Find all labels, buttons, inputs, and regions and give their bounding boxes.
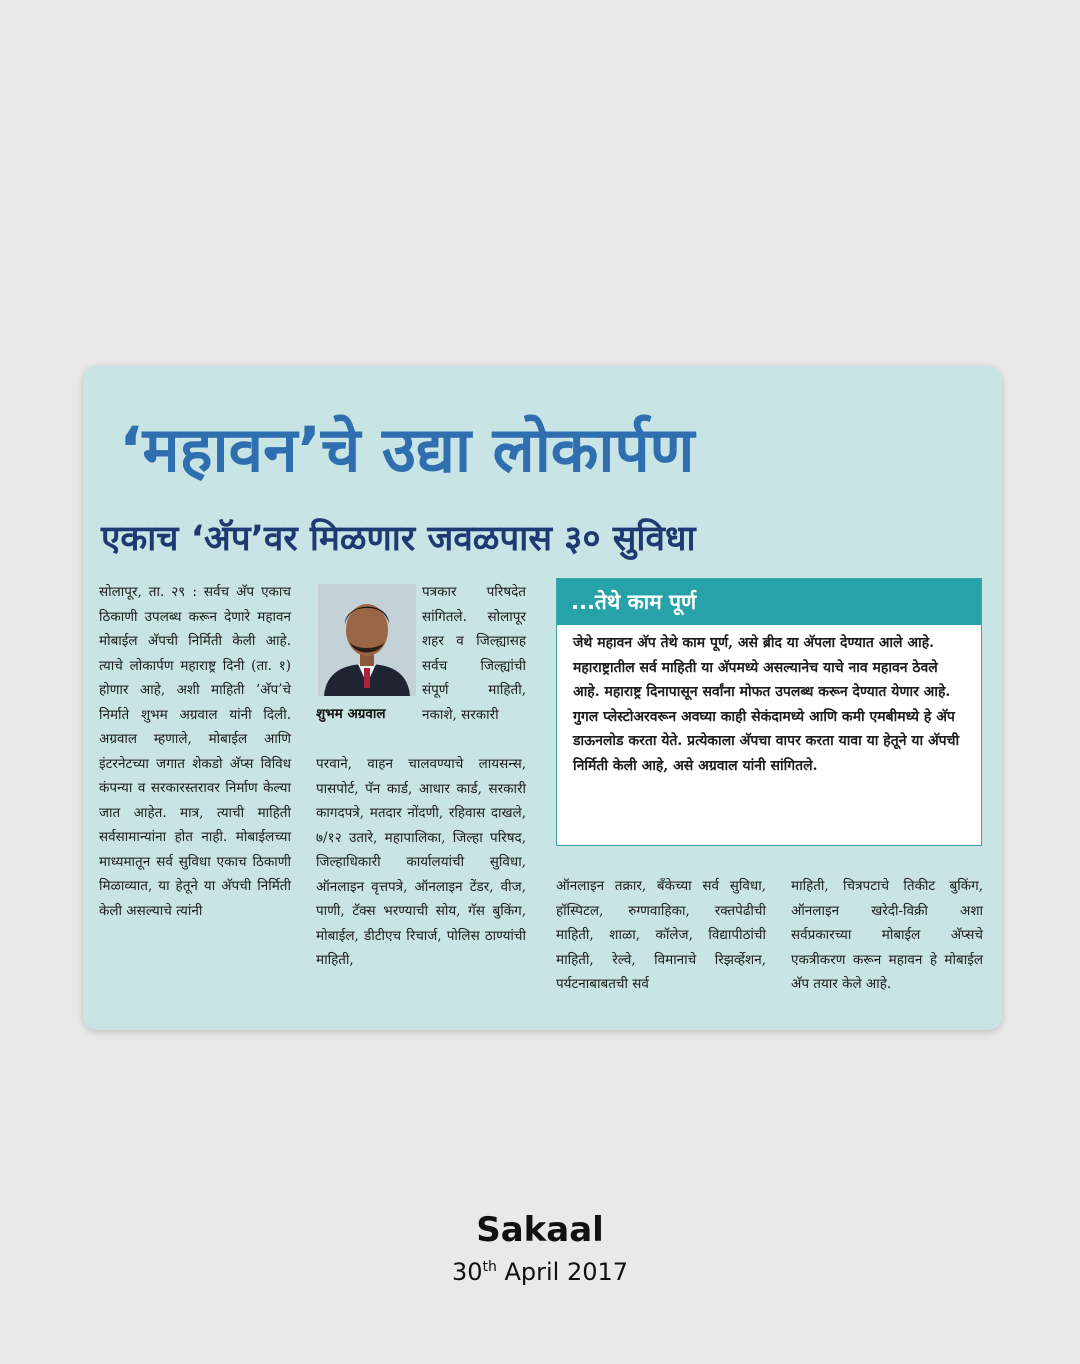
article-column-2-side: पत्रकार परिषदेत सांगितले. सोलापूर शहर व जिल्ह्यासह सर्वच जिल्ह्यांची संपूर्ण माहिती, नकाशे, सरकारी	[422, 584, 526, 723]
date-suffix: th	[482, 1259, 497, 1275]
author-photo	[318, 584, 416, 696]
source-name: Sakaal	[476, 1210, 604, 1250]
headline: ‘महावन’चे उद्या लोकार्पण	[119, 413, 695, 486]
date-day: 30	[451, 1258, 483, 1286]
sidebar-box-body: जेथे महावन अ‍ॅप तेथे काम पूर्ण, असे ब्रीद या अ‍ॅपला देण्यात आले आहे. महाराष्ट्रातील सर्व माहिती या अ‍ॅपमध्ये असल्यानेच याचे नाव महावन ठेवले आहे. महाराष्ट्र दिनापासून सर्वांना मोफत उपलब्ध करून देण्यात येणार आहे. गुगल प्लेस्टोअरवरून अवघ्या काही सेकंदामध्ये आणि कमी एमबीमध्ये हे अ‍ॅप डाऊनलोड करता येते. प्रत्येकाला अ‍ॅपचा वापर करता यावा या हेतूने या अ‍ॅपची निर्मिती केली आहे, असे अग्रवाल यांनी सांगितले.	[573, 635, 960, 774]
sidebar-box-title: ...तेथे काम पूर्ण	[557, 579, 981, 625]
article-column-2: परवाने, वाहन चालवण्याचे लायसन्स, पासपोर्ट, पॅन कार्ड, आधार कार्ड, सरकारी कागदपत्रे, मतदार नोंदणी, रहिवास दाखले, ७/१२ उतारे, महापालिका, जिल्हा परिषद, जिल्हाधिकारी कार्यालयांची सुविधा, ऑनलाइन वृत्तपत्रे, ऑनलाइन टेंडर, वीज, पाणी, टॅक्स भरण्याची सोय, गॅस बुकिंग, मोबाईल, डीटीएच रिचार्ज, पोलिस ठाण्यांची माहिती,	[316, 756, 526, 968]
article-column-1: सोलापूर, ता. २९ : सर्वच अ‍ॅप एकाच ठिकाणी उपलब्ध करून देणारे महावन मोबाईल अ‍ॅपची निर्मिती केली आहे. त्याचे लोकार्पण महाराष्ट्र दिनी (ता. १) होणार आहे, अशी माहिती ‘अ‍ॅप’चे निर्माते शुभम अग्रवाल यांनी दिली. अग्रवाल म्हणाले, मोबाईल आणि इंटरनेटच्या जगात शेकडो अ‍ॅप्स विविध कंपन्या व सरकारस्तरावर निर्माण केल्या जात आहेत. मात्र, त्याची माहिती सर्वसामान्यांना होत नाही. मोबाईलच्या माध्यमातून सर्व सुविधा एकाच ठिकाणी मिळाव्यात, या हेतूने या अ‍ॅपची निर्मिती केली असल्याचे त्यांनी	[99, 584, 291, 919]
article-column-3: ऑनलाइन तक्रार, बँकेच्या सर्व सुविधा, हॉस्पिटल, रुग्णवाहिका, रक्तपेढीची माहिती, शाळा, कॉलेज, विद्यापीठांची माहिती, रेल्वे, विमानाचे रिझर्व्हेशन, पर्यटनाबाबतची सर्व	[556, 878, 766, 992]
subheadline: एकाच ‘अ‍ॅप’वर मिळणार जवळपास ३० सुविधा	[101, 519, 696, 559]
photo-caption: शुभम अग्रवाल	[316, 706, 386, 722]
date-rest: April 2017	[496, 1258, 629, 1286]
sidebar-box	[556, 578, 982, 846]
newspaper-clipping	[83, 366, 1002, 1030]
article-column-4: माहिती, चित्रपटाचे तिकीट बुकिंग, ऑनलाइन खरेदी-विक्री अशा सर्वप्रकारच्या मोबाईल अ‍ॅप्सचे एकत्रीकरण करून महावन हे मोबाईल अ‍ॅप तयार केले आहे.	[791, 878, 983, 992]
publication-date	[0, 1258, 1080, 1286]
person-photo-icon	[318, 584, 416, 696]
